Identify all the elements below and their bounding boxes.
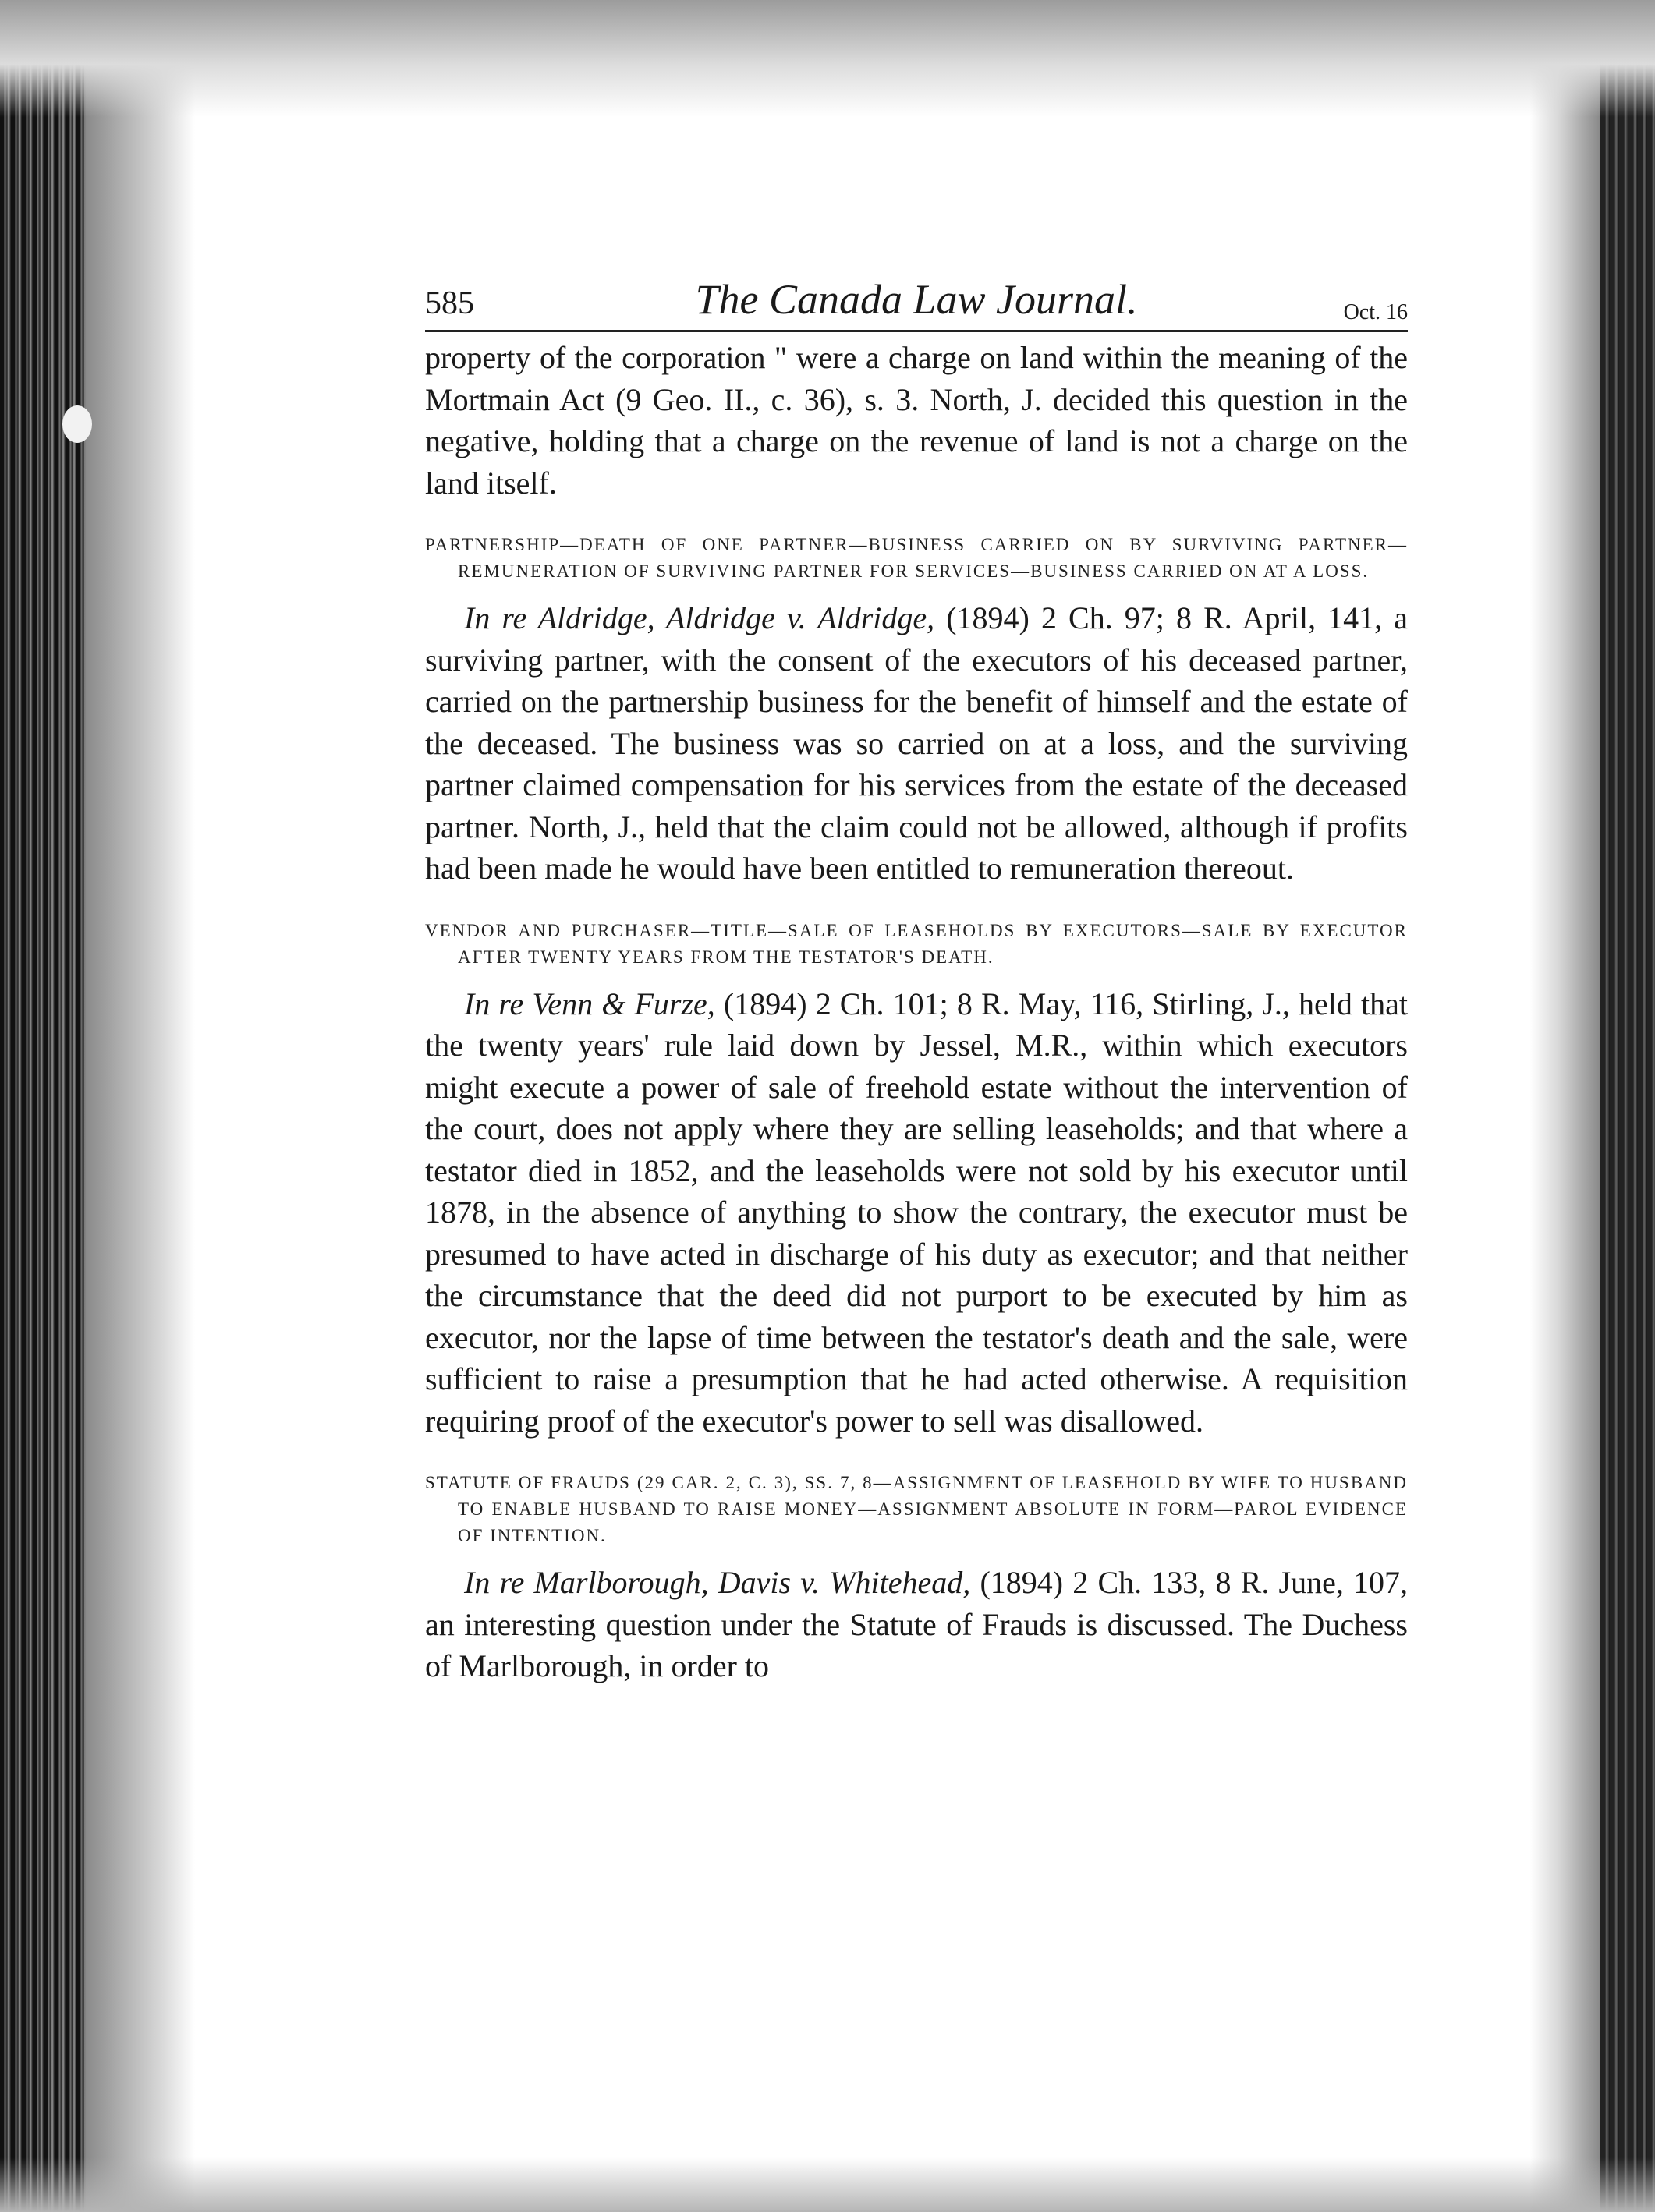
scan-shadow-right <box>1530 0 1600 2212</box>
case-paragraph <box>425 983 1408 1442</box>
case-text: (1894) 2 Ch. 101; 8 R. May, 116, Stirling, J., held that the twenty years' rule laid down by Jessel, M.R., within which executors might execute a power of sale of freehold estate without the intervention of the court, does not apply where they are selling leaseholds; and that where a testator died in 1852, and the leaseholds were not sold by his executor until 1878, in the absence of anything to show the contrary, the executor must be presumed to have acted in discharge of his duty as executor; and that neither the circumstance that the deed did not purport to be executed by him as executor, nor the lapse of time between the testator's death and the sale, were sufficient to raise a presumption that he had acted otherwise. A requisition requiring proof of the executor's power to sell was disallowed. <box>425 986 1409 1439</box>
section-heading: VENDOR AND PURCHASER—TITLE—SALE OF LEASEHOLDS BY EXECUTORS—SALE BY EXECUTOR AFTER TWENTY YEARS FROM THE TESTATOR'S DEATH. <box>425 920 1408 967</box>
page-number: 585 <box>425 285 474 321</box>
intro-paragraph: property of the corporation " were a charge on land within the meaning of the Mortmain Act (9 Geo. II., c. 36), s. 3. North, J. decided this question in the negative, holding that a charge on the revenue of land is not a charge on the land itself. <box>425 340 1408 501</box>
case-name: In re Marlborough, Davis v. Whitehead, <box>464 1565 971 1600</box>
scan-edge-right <box>1600 0 1655 2212</box>
scan-shadow-bottom <box>0 2157 1655 2212</box>
section-heading: PARTNERSHIP—DEATH OF ONE PARTNER—BUSINESS CARRIED ON BY SURVIVING PARTNER—REMUNERATION OF SURVIVING PARTNER FOR SERVICES—BUSINESS CARRIED ON AT A LOSS. <box>425 535 1408 581</box>
page-content <box>425 269 1408 1687</box>
scan-shadow-top <box>0 0 1655 117</box>
case-name: In re Venn & Furze, <box>464 986 715 1021</box>
case-text: (1894) 2 Ch. 97; 8 R. April, 141, a surviving partner, with the consent of the executors of his deceased partner, carried on the partnership business for the benefit of himself and the estate of the deceased. The business was so carried on at a loss, and the surviving partner claimed compensation for his services from the estate of the deceased partner. North, J., held that the claim could not be allowed, although if profits had been made he would have been entitled to remuneration thereout. <box>425 600 1409 886</box>
case-paragraph <box>425 597 1408 890</box>
section-heading: STATUTE OF FRAUDS (29 CAR. 2, C. 3), SS. 7, 8—ASSIGNMENT OF LEASEHOLD BY WIFE TO HUSBAND TO ENABLE HUSBAND TO RAISE MONEY—ASSIGNMENT ABSOLUTE IN FORM—PAROL EVIDENCE OF INTENTION. <box>425 1473 1408 1545</box>
binding-hole <box>62 405 92 443</box>
case-name: In re Aldridge, Aldridge v. Aldridge, <box>464 600 935 635</box>
scan-binding-edge-left <box>0 0 86 2212</box>
case-text: (1894) 2 Ch. 133, 8 R. June, 107, an interesting question under the Statute of Frauds is discussed. The Duchess of Marlborough, in order to <box>425 1565 1409 1683</box>
scan-shadow-left <box>86 0 195 2212</box>
issue-date: Oct. 16 <box>1343 300 1408 324</box>
case-paragraph <box>425 1562 1408 1687</box>
running-head <box>425 269 1408 332</box>
journal-title: The Canada Law Journal. <box>695 276 1138 323</box>
